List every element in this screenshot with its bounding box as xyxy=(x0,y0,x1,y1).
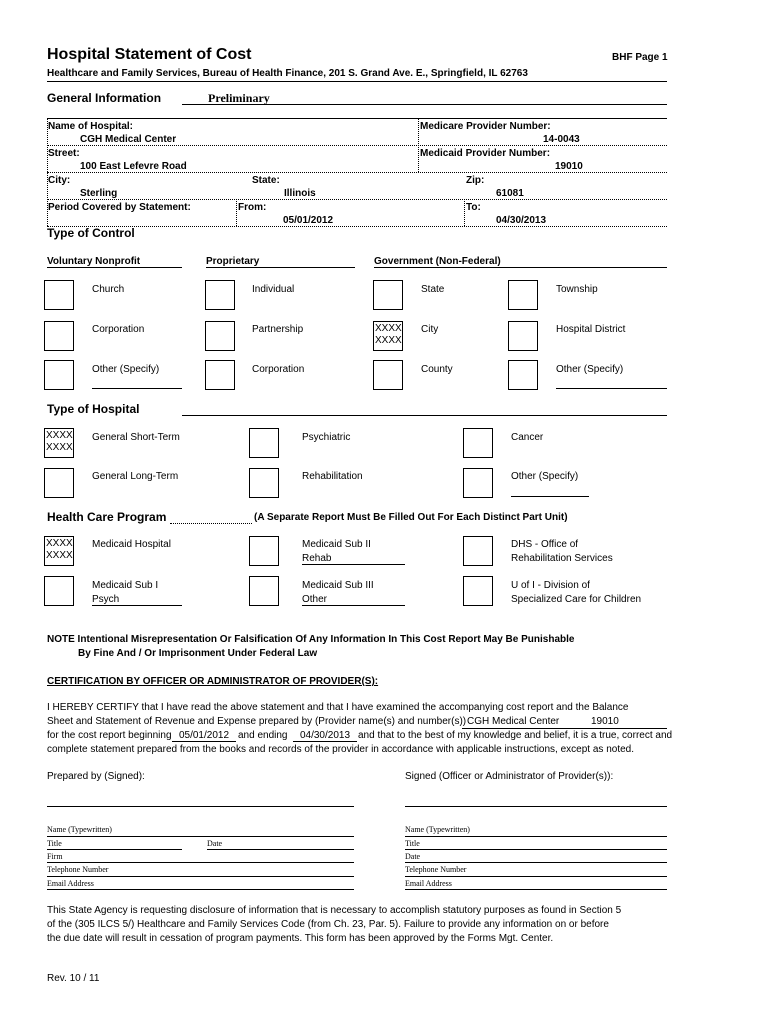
medicare-label: Medicare Provider Number: xyxy=(420,121,551,132)
prepared-telephone-label: Telephone Number xyxy=(47,865,109,874)
prepared-name-label: Name (Typewritten) xyxy=(47,825,112,834)
certification-begin-date[interactable]: 05/01/2012 xyxy=(172,730,236,742)
prepared-title-label: Title xyxy=(47,839,62,848)
voluntary-nonprofit-header: Voluntary Nonprofit xyxy=(47,256,182,268)
to-date[interactable]: 04/30/2013 xyxy=(496,215,547,226)
medicaid-hospital-label: Medicaid Hospital xyxy=(92,539,171,550)
uofi-label-1: U of I - Division of xyxy=(511,580,590,591)
other-hospital-checkbox[interactable] xyxy=(463,468,493,498)
other-nonprofit-line[interactable] xyxy=(92,388,182,389)
form-subtitle: Healthcare and Family Services, Bureau of Health Finance, 201 S. Grand Ave. E., Springfield, IL 62763 xyxy=(47,68,528,79)
prepared-name-line[interactable] xyxy=(47,836,354,837)
checked-mark: XXXX xyxy=(46,430,73,441)
psychiatric-label: Psychiatric xyxy=(302,432,351,443)
program-rule xyxy=(170,523,252,524)
prepared-email-label: Email Address xyxy=(47,879,94,888)
officer-email-line[interactable] xyxy=(405,889,667,890)
dhs-checkbox[interactable] xyxy=(463,536,493,566)
checked-mark: XXXX xyxy=(375,335,402,346)
corporation-nonprofit-checkbox[interactable] xyxy=(44,321,74,351)
partnership-label: Partnership xyxy=(252,324,304,335)
signed-by-label: Signed (Officer or Administrator of Provider(s)): xyxy=(405,771,614,782)
disclosure-line-3: the due date will result in cessation of program payments. This form has been approved by the Forms Mgt. Center. xyxy=(47,933,554,944)
certification-heading: CERTIFICATION BY OFFICER OR ADMINISTRATOR OF PROVIDER(S): xyxy=(47,676,379,687)
certification-end-date[interactable]: 04/30/2013 xyxy=(293,730,357,742)
other-government-checkbox[interactable] xyxy=(508,360,538,390)
proprietary-header: Proprietary xyxy=(206,256,355,268)
checked-mark: XXXX xyxy=(46,538,73,549)
medicaid-sub3-detail: Other xyxy=(302,594,405,606)
control-heading: Type of Control xyxy=(47,226,135,240)
hospital-type-heading: Type of Hospital xyxy=(47,402,140,416)
info-col-divider xyxy=(418,118,419,172)
county-checkbox[interactable] xyxy=(373,360,403,390)
certification-end-label: and ending xyxy=(238,730,288,741)
zip-value[interactable]: 61081 xyxy=(496,188,524,199)
officer-title-label: Title xyxy=(405,839,420,848)
info-table-top xyxy=(47,118,667,119)
prepared-firm-line[interactable] xyxy=(47,862,354,863)
general-long-term-checkbox[interactable] xyxy=(44,468,74,498)
status-rule xyxy=(182,104,667,105)
officer-signature-line[interactable] xyxy=(405,806,667,807)
medicaid-sub3-checkbox[interactable] xyxy=(249,576,279,606)
street-value[interactable]: 100 East Lefevre Road xyxy=(80,161,187,172)
program-heading: Health Care Program xyxy=(47,510,167,524)
city-checkbox[interactable] xyxy=(373,321,403,351)
general-heading: General Information xyxy=(47,91,162,105)
church-checkbox[interactable] xyxy=(44,280,74,310)
prepared-email-line[interactable] xyxy=(47,889,354,890)
prepared-signature-line[interactable] xyxy=(47,806,354,807)
medicaid-sub1-detail: Psych xyxy=(92,594,182,606)
corporation-nonprofit-label: Corporation xyxy=(92,324,145,335)
officer-title-line[interactable] xyxy=(405,849,667,850)
medicaid-sub3-label: Medicaid Sub III xyxy=(302,580,374,591)
medicare-number[interactable]: 14-0043 xyxy=(543,134,580,145)
disclosure-line-2: of the (305 ILCS 5/) Healthcare and Family Services Code (from Ch. 23, Par. 5). Failure to provide any information on or before xyxy=(47,919,609,930)
city-label: City: xyxy=(48,175,71,186)
prepared-title-line[interactable] xyxy=(47,849,182,850)
individual-label: Individual xyxy=(252,284,295,295)
uofi-label-2: Specialized Care for Children xyxy=(511,594,642,605)
corporation-proprietary-label: Corporation xyxy=(252,364,305,375)
state-checkbox[interactable] xyxy=(373,280,403,310)
checked-mark: XXXX xyxy=(46,550,73,561)
individual-checkbox[interactable] xyxy=(205,280,235,310)
checked-mark: XXXX xyxy=(375,323,402,334)
certification-line-2: Sheet and Statement of Revenue and Expense prepared by (Provider name(s) and number(s)) xyxy=(47,716,467,727)
prepared-telephone-line[interactable] xyxy=(47,876,354,877)
corporation-proprietary-checkbox[interactable] xyxy=(205,360,235,390)
certification-line-4: complete statement prepared from the books and records of the provider in accordance with applicable instructions, except as noted. xyxy=(47,744,634,755)
state-label: State: xyxy=(252,175,280,186)
officer-email-label: Email Address xyxy=(405,879,452,888)
city-value[interactable]: Sterling xyxy=(80,188,118,199)
county-label: County xyxy=(421,364,453,375)
hospital-type-rule xyxy=(182,415,667,416)
township-label: Township xyxy=(556,284,598,295)
program-note: (A Separate Report Must Be Filled Out For Each Distinct Part Unit) xyxy=(254,512,568,523)
hospital-district-checkbox[interactable] xyxy=(508,321,538,351)
street-label: Street: xyxy=(48,148,80,159)
prepared-by-label: Prepared by (Signed): xyxy=(47,771,145,782)
officer-telephone-label: Telephone Number xyxy=(405,865,467,874)
state-control-label: State xyxy=(421,284,445,295)
header-rule xyxy=(47,81,667,82)
dhs-label-2: Rehabilitation Services xyxy=(511,553,613,564)
certification-line-1: I HEREBY CERTIFY that I have read the above statement and that I have examined the accompanying cost report and the Balance xyxy=(47,702,629,713)
other-hospital-line[interactable] xyxy=(511,496,589,497)
officer-date-line[interactable] xyxy=(405,862,667,863)
info-col-divider xyxy=(464,199,465,226)
rehabilitation-checkbox[interactable] xyxy=(249,468,279,498)
zip-label: Zip: xyxy=(466,175,485,186)
officer-name-label: Name (Typewritten) xyxy=(405,825,470,834)
general-short-term-label: General Short-Term xyxy=(92,432,180,443)
psychiatric-checkbox[interactable] xyxy=(249,428,279,458)
certification-begin-label: for the cost report beginning xyxy=(47,730,172,741)
other-hospital-label: Other (Specify) xyxy=(511,471,579,482)
officer-date-label: Date xyxy=(405,852,421,861)
township-checkbox[interactable] xyxy=(508,280,538,310)
hospital-name[interactable]: CGH Medical Center xyxy=(80,134,177,145)
note-line-2: By Fine And / Or Imprisonment Under Federal Law xyxy=(78,648,318,659)
medicaid-number[interactable]: 19010 xyxy=(555,161,583,172)
medicaid-sub2-detail: Rehab xyxy=(302,553,405,565)
to-label: To: xyxy=(466,202,481,213)
city-control-label: City xyxy=(421,324,439,335)
medicaid-sub2-checkbox[interactable] xyxy=(249,536,279,566)
hospital-district-label: Hospital District xyxy=(556,324,626,335)
officer-telephone-line[interactable] xyxy=(405,876,667,877)
uofi-checkbox[interactable] xyxy=(463,576,493,606)
medicaid-sub1-checkbox[interactable] xyxy=(44,576,74,606)
general-short-term-checkbox[interactable] xyxy=(44,428,74,458)
revision-label: Rev. 10 / 11 xyxy=(47,973,100,984)
prepared-date-label: Date xyxy=(207,839,223,848)
disclosure-line-1: This State Agency is requesting disclosure of information that is necessary to accomplish statutory purposes as found in Section 5 xyxy=(47,905,622,916)
cancer-label: Cancer xyxy=(511,432,544,443)
report-status: Preliminary xyxy=(208,91,270,105)
page-number: BHF Page 1 xyxy=(612,52,668,63)
general-long-term-label: General Long-Term xyxy=(92,471,179,482)
provider-name[interactable]: CGH Medical Center xyxy=(467,716,560,727)
cancer-checkbox[interactable] xyxy=(463,428,493,458)
hospital-name-label: Name of Hospital: xyxy=(48,121,134,132)
form-title: Hospital Statement of Cost xyxy=(47,46,252,63)
medicaid-label: Medicaid Provider Number: xyxy=(420,148,551,159)
church-label: Church xyxy=(92,284,125,295)
info-row-divider xyxy=(47,199,667,200)
checked-mark: XXXX xyxy=(46,442,73,453)
from-label: From: xyxy=(238,202,267,213)
prepared-date-line[interactable] xyxy=(207,849,354,850)
other-nonprofit-label: Other (Specify) xyxy=(92,364,160,375)
info-row-divider xyxy=(47,172,667,173)
from-date[interactable]: 05/01/2012 xyxy=(283,215,334,226)
provider-line xyxy=(462,728,667,729)
certification-line-3: and that to the best of my knowledge and belief, it is a true, correct and xyxy=(358,730,673,741)
rehabilitation-label: Rehabilitation xyxy=(302,471,363,482)
officer-name-line[interactable] xyxy=(405,836,667,837)
note-line-1: NOTE Intentional Misrepresentation Or Falsification Of Any Information In This Cost Report May Be Punishable xyxy=(47,634,575,645)
info-col-divider xyxy=(236,199,237,226)
state-value[interactable]: Illinois xyxy=(284,188,316,199)
other-government-line[interactable] xyxy=(556,388,667,389)
provider-number[interactable]: 19010 xyxy=(591,716,619,727)
government-header: Government (Non-Federal) xyxy=(374,256,667,268)
medicaid-sub1-label: Medicaid Sub I xyxy=(92,580,159,591)
dhs-label-1: DHS - Office of xyxy=(511,539,579,550)
period-label: Period Covered by Statement: xyxy=(48,202,191,213)
medicaid-sub2-label: Medicaid Sub II xyxy=(302,539,371,550)
info-row-divider xyxy=(47,226,667,227)
info-row-divider xyxy=(47,145,667,146)
other-government-label: Other (Specify) xyxy=(556,364,624,375)
prepared-firm-label: Firm xyxy=(47,852,63,861)
partnership-checkbox[interactable] xyxy=(205,321,235,351)
medicaid-hospital-checkbox[interactable] xyxy=(44,536,74,566)
other-nonprofit-checkbox[interactable] xyxy=(44,360,74,390)
